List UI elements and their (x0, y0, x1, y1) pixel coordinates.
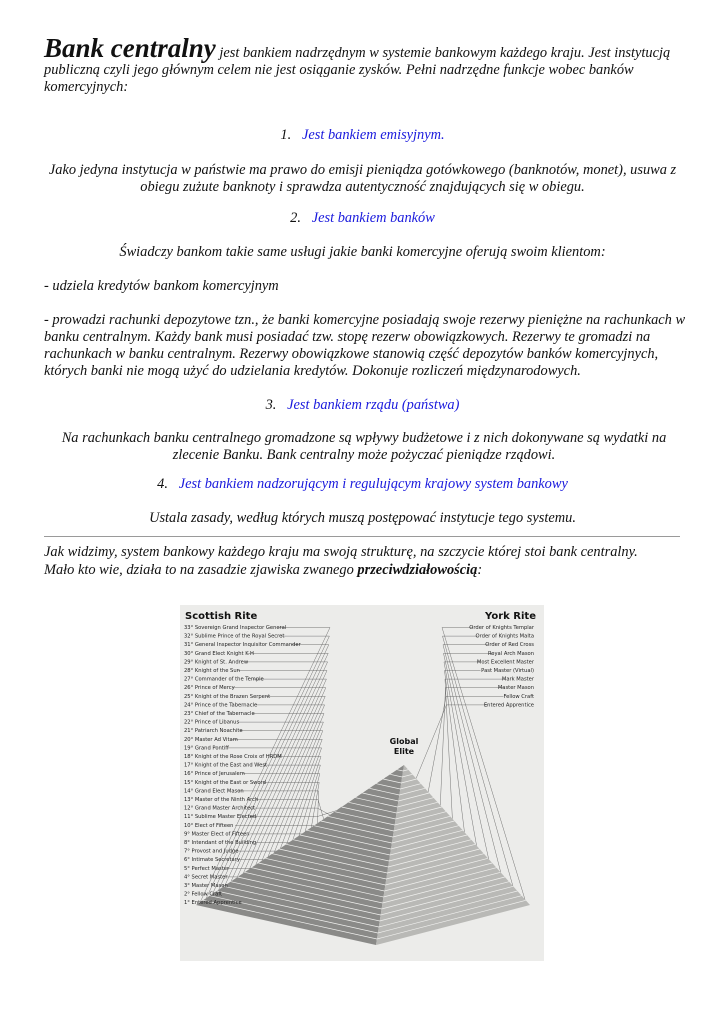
paragraph-services: Świadczy bankom takie same usługi jakie banki komercyjne oferują swoim klientom: (119, 244, 606, 260)
york-degree-label: Master Mason (497, 685, 534, 692)
paragraph-credits: - udziela kredytów bankom komercyjnym (44, 278, 279, 294)
intro-text: jest bankiem nadrzędnym w systemie bankowym każdego kraju. Jest instytucją publiczną czyli jego głównym celem nie jest osiąganie zysków. Pełni nadrzędne funkcje wobec banków komercyjnych: (44, 45, 671, 95)
scottish-degree-label: 33° Sovereign Grand Inspector General (184, 625, 287, 631)
scottish-degree-label: 12° Grand Master Architect (184, 805, 256, 812)
scottish-degree-label: 5° Perfect Master (184, 865, 230, 872)
scottish-degree-label: 31° General Inspector Inquisitor Commander (184, 642, 301, 649)
structure-end: : (477, 562, 483, 578)
scottish-degree-label: 8° Intendant of the Building (184, 840, 257, 846)
list-item-2-number: 2. (290, 210, 301, 226)
intro-paragraph (44, 33, 684, 96)
scottish-degree-label: 13° Master of the Ninth Arch (184, 797, 259, 803)
list-item-4 (0, 476, 725, 493)
list-item-4-number: 4. (157, 476, 168, 492)
list-item-3 (0, 397, 725, 414)
scottish-degree-label: 7° Provost and Judge (184, 848, 239, 855)
scottish-degree-label: 20° Master Ad Vitam (184, 736, 238, 743)
structure-term: przeciwdziałowością (357, 562, 478, 578)
york-degree-label: Order of Red Cross (485, 642, 534, 649)
scottish-degree-label: 6° Intimate Secretary (184, 857, 240, 864)
scottish-degree-label: 26° Prince of Mercy (184, 685, 235, 692)
york-degree-label: Most Excellent Master (476, 659, 534, 666)
paragraph-structure (44, 543, 644, 579)
scottish-degree-label: 30° Grand Elect Knight K-H (184, 650, 254, 657)
list-item-3-label: Jest bankiem rządu (państwa) (287, 397, 460, 413)
scottish-degree-label: 16° Prince of Jerusalem (184, 771, 245, 778)
list-item-2 (0, 210, 725, 227)
list-item-3-number: 3. (265, 397, 277, 413)
york-degree-label: Royal Arch Mason (487, 650, 534, 657)
horizontal-divider (44, 536, 680, 537)
york-degree-label: Past Master (Virtual) (481, 668, 534, 674)
scottish-degree-label: 14° Grand Elect Mason (184, 788, 244, 795)
scottish-degree-label: 24° Prince of the Tabernacle (184, 702, 258, 709)
scottish-degree-label: 23° Chief of the Tabernacle (184, 711, 255, 717)
scottish-degree-label: 9° Master Elect of Fifteen (184, 831, 250, 838)
apex-label-line-2: Elite (393, 747, 415, 756)
york-degree-label: Mark Master (501, 676, 534, 683)
list-item-1-label: Jest bankiem emisyjnym. (301, 127, 445, 143)
scottish-degree-label: 32° Sublime Prince of the Royal Secret (184, 633, 285, 640)
list-item-2-label: Jest bankiem banków (311, 210, 435, 226)
scottish-degree-label: 29° Knight of St. Andrew (184, 659, 249, 666)
scottish-degree-label: 10° Elect of Fifteen (184, 822, 234, 829)
scottish-degree-label: 22° Prince of Libanus (184, 719, 240, 726)
structure-text: Jak widzimy, system bankowy każdego kraju ma swoją strukturę, na szczycie której stoi bank centralny. Mało kto wie, działa to na zasadzie zjawiska zwanego (44, 544, 638, 578)
york-degree-label: Order of Knights Templar (469, 625, 534, 631)
list-item-1 (0, 127, 725, 144)
york-degree-label: Entered Apprentice (483, 702, 534, 709)
paragraph-deposits: - prowadzi rachunki depozytowe tzn., że banki komercyjne posiadają swoje rezerwy pieniężne na rachunkach w banku centralnym. Każdy bank musi posiadać tzw. stopę rezerw obowiązkowych. Rezerwy te gromadzi na rachunkach w banku centralnym. Rezerwy obowiązkowe stanowią część depozytów banków komercyjnych, których banki nie mogą użyć do udzielania kredytów. Dokonuje rozliczeń międzynarodowych. (44, 312, 686, 379)
document-title: Bank centralny (44, 33, 216, 63)
scottish-degree-label: 28° Knight of the Sun (184, 668, 240, 674)
scottish-degree-label: 19° Grand Pontiff (184, 745, 229, 752)
paragraph-government: Na rachunkach banku centralnego gromadzone są wpływy budżetowe i z nich dokonywane są wydatki na zlecenie Banku. Bank centralny może pożyczać pieniądze rządowi. (61, 430, 667, 463)
scottish-degree-label: 2° Fellow Craft (184, 891, 223, 898)
scottish-rite-title: Scottish Rite (185, 611, 258, 622)
paragraph-emission: Jako jedyna instytucja w państwie ma prawo do emisji pieniądza gotówkowego (banknotów, monet), usuwa z obiegu zużute banknoty i sprawdza autentyczność znajdujących się w obiegu. (48, 162, 677, 195)
scottish-degree-label: 27° Commander of the Temple (184, 676, 264, 683)
scottish-degree-label: 3° Master Mason (184, 883, 228, 889)
scottish-degree-label: 15° Knight of the East or Sword (184, 779, 266, 786)
york-rite-title: York Rite (485, 611, 536, 622)
scottish-degree-label: 21° Patriarch Noachite (184, 728, 243, 735)
scottish-degree-label: 17° Knight of the East and West (184, 762, 268, 769)
apex-label-line-1: Global (389, 737, 419, 746)
scottish-degree-label: 4° Secret Master (184, 874, 228, 881)
scottish-degree-label: 25° Knight of the Brazen Serpent (184, 693, 271, 700)
york-degree-label: Fellow Craft (503, 693, 534, 700)
scottish-degree-label: 11° Sublime Master Elected (184, 814, 257, 821)
list-item-4-label: Jest bankiem nadzorującym i regulującym krajowy system bankowy (178, 476, 568, 492)
masonic-pyramid-figure (180, 605, 544, 961)
paragraph-rules: Ustala zasady, według których muszą postępować instytucje tego systemu. (149, 510, 576, 526)
york-degree-label: Order of Knights Malta (475, 633, 534, 640)
scottish-degree-label: 1° Entered Apprentice (184, 900, 242, 907)
scottish-degree-label: 18° Knight of the Rose Croix of HRDM (184, 754, 282, 760)
list-item-1-number: 1. (280, 127, 292, 143)
